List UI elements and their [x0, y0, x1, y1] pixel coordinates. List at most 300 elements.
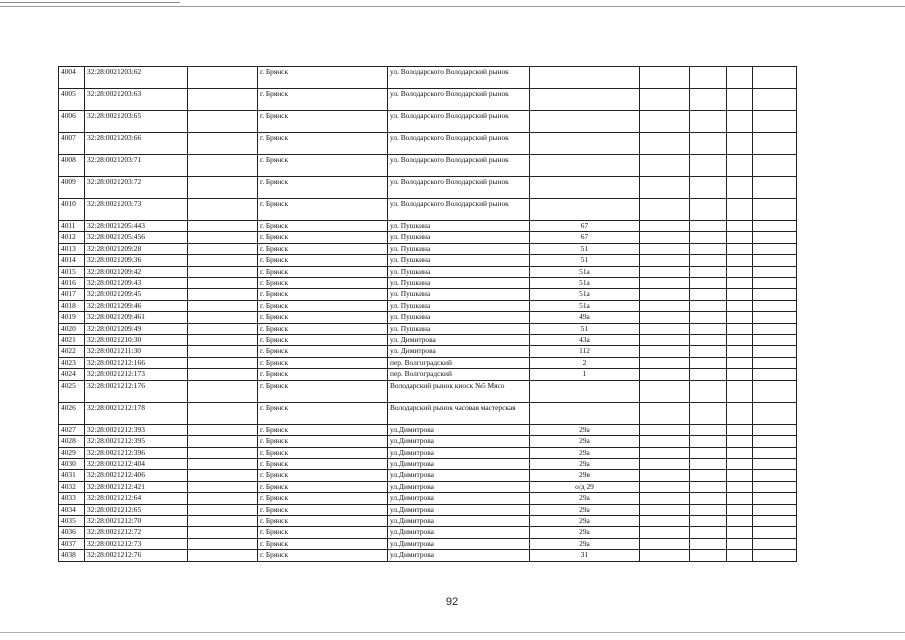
empty-cell	[640, 380, 690, 402]
street-cell: ул.Димитрова	[388, 470, 530, 481]
empty-cell	[727, 323, 753, 334]
empty-cell	[188, 312, 258, 323]
empty-cell	[753, 323, 797, 334]
street-cell: ул. Володарского Володарский рынок	[388, 177, 530, 199]
row-number-cell: 4006	[59, 111, 85, 133]
house-number-cell: 51	[530, 243, 640, 254]
row-number-cell: 4015	[59, 266, 85, 277]
row-number-cell: 4021	[59, 335, 85, 346]
house-number-cell: 67	[530, 232, 640, 243]
empty-cell	[640, 278, 690, 289]
empty-cell	[640, 515, 690, 526]
table-row	[59, 447, 797, 458]
city-cell: г. Брянск	[258, 436, 388, 447]
row-number-cell: 4009	[59, 177, 85, 199]
empty-cell	[640, 177, 690, 199]
empty-cell	[188, 111, 258, 133]
street-cell: ул. Пушкина	[388, 300, 530, 311]
empty-cell	[188, 369, 258, 380]
house-number-cell: 49а	[530, 312, 640, 323]
empty-cell	[727, 312, 753, 323]
empty-cell	[640, 111, 690, 133]
table-row	[59, 300, 797, 311]
row-number-cell: 4029	[59, 447, 85, 458]
city-cell: г. Брянск	[258, 155, 388, 177]
empty-cell	[640, 335, 690, 346]
table-row	[59, 346, 797, 357]
empty-cell	[690, 199, 727, 221]
empty-cell	[753, 527, 797, 538]
street-cell: ул. Пушкина	[388, 289, 530, 300]
empty-cell	[727, 255, 753, 266]
empty-cell	[753, 266, 797, 277]
row-number-cell: 4036	[59, 527, 85, 538]
city-cell: г. Брянск	[258, 177, 388, 199]
house-number-cell: 112	[530, 346, 640, 357]
empty-cell	[753, 402, 797, 424]
empty-cell	[640, 493, 690, 504]
cadastral-table	[58, 66, 797, 562]
empty-cell	[753, 493, 797, 504]
city-cell: г. Брянск	[258, 481, 388, 492]
table-row	[59, 111, 797, 133]
city-cell: г. Брянск	[258, 470, 388, 481]
cadastral-number-cell: 32:28:0021209:461	[85, 312, 188, 323]
row-number-cell: 4008	[59, 155, 85, 177]
row-number-cell: 4037	[59, 538, 85, 549]
cadastral-number-cell: 32:28:0021212:421	[85, 481, 188, 492]
house-number-cell	[530, 111, 640, 133]
empty-cell	[188, 357, 258, 368]
city-cell: г. Брянск	[258, 243, 388, 254]
city-cell: г. Брянск	[258, 458, 388, 469]
city-cell: г. Брянск	[258, 199, 388, 221]
table-row	[59, 232, 797, 243]
empty-cell	[753, 133, 797, 155]
house-number-cell: о/д 29	[530, 481, 640, 492]
empty-cell	[690, 133, 727, 155]
empty-cell	[753, 436, 797, 447]
cadastral-number-cell: 32:28:0021203:65	[85, 111, 188, 133]
empty-cell	[640, 266, 690, 277]
city-cell: г. Брянск	[258, 232, 388, 243]
city-cell: г. Брянск	[258, 380, 388, 402]
empty-cell	[188, 402, 258, 424]
cadastral-number-cell: 32:28:0021212:73	[85, 538, 188, 549]
scan-edge-line	[0, 2, 180, 3]
empty-cell	[188, 538, 258, 549]
cadastral-number-cell: 32:28:0021203:73	[85, 199, 188, 221]
empty-cell	[727, 550, 753, 561]
empty-cell	[690, 436, 727, 447]
empty-cell	[640, 436, 690, 447]
page-bottom-rule	[0, 632, 905, 633]
empty-cell	[727, 369, 753, 380]
empty-cell	[727, 493, 753, 504]
row-number-cell: 4035	[59, 515, 85, 526]
row-number-cell: 4033	[59, 493, 85, 504]
table-row	[59, 504, 797, 515]
empty-cell	[640, 346, 690, 357]
cadastral-number-cell: 32:28:0021212:393	[85, 424, 188, 435]
street-cell: ул. Пушкина	[388, 243, 530, 254]
empty-cell	[753, 89, 797, 111]
cadastral-number-cell: 32:28:0021212:404	[85, 458, 188, 469]
cadastral-number-cell: 32:28:0021209:28	[85, 243, 188, 254]
empty-cell	[640, 504, 690, 515]
empty-cell	[188, 527, 258, 538]
city-cell: г. Брянск	[258, 538, 388, 549]
empty-cell	[188, 221, 258, 232]
empty-cell	[753, 111, 797, 133]
empty-cell	[727, 266, 753, 277]
table-row	[59, 155, 797, 177]
empty-cell	[640, 89, 690, 111]
street-cell: ул.Димитрова	[388, 538, 530, 549]
city-cell: г. Брянск	[258, 133, 388, 155]
empty-cell	[690, 335, 727, 346]
table-row	[59, 470, 797, 481]
city-cell: г. Брянск	[258, 323, 388, 334]
street-cell: ул. Пушкина	[388, 266, 530, 277]
empty-cell	[188, 266, 258, 277]
empty-cell	[690, 357, 727, 368]
empty-cell	[690, 346, 727, 357]
table-row	[59, 199, 797, 221]
cadastral-number-cell: 32:28:0021211:30	[85, 346, 188, 357]
empty-cell	[188, 300, 258, 311]
empty-cell	[188, 335, 258, 346]
empty-cell	[727, 335, 753, 346]
empty-cell	[690, 67, 727, 89]
empty-cell	[188, 199, 258, 221]
empty-cell	[188, 243, 258, 254]
empty-cell	[188, 232, 258, 243]
empty-cell	[188, 323, 258, 334]
city-cell: г. Брянск	[258, 89, 388, 111]
cadastral-number-cell: 32:28:0021203:66	[85, 133, 188, 155]
empty-cell	[640, 538, 690, 549]
house-number-cell: 29а	[530, 424, 640, 435]
city-cell: г. Брянск	[258, 504, 388, 515]
empty-cell	[753, 67, 797, 89]
row-number-cell: 4018	[59, 300, 85, 311]
house-number-cell: 67	[530, 221, 640, 232]
house-number-cell	[530, 199, 640, 221]
empty-cell	[640, 369, 690, 380]
empty-cell	[188, 424, 258, 435]
table-body	[59, 67, 797, 562]
street-cell: ул. Пушкина	[388, 312, 530, 323]
empty-cell	[690, 515, 727, 526]
empty-cell	[690, 266, 727, 277]
row-number-cell: 4020	[59, 323, 85, 334]
empty-cell	[188, 380, 258, 402]
empty-cell	[640, 199, 690, 221]
empty-cell	[690, 504, 727, 515]
table-row	[59, 515, 797, 526]
cadastral-number-cell: 32:28:0021212:76	[85, 550, 188, 561]
empty-cell	[690, 312, 727, 323]
table-row	[59, 243, 797, 254]
house-number-cell	[530, 402, 640, 424]
house-number-cell: 51а	[530, 289, 640, 300]
row-number-cell: 4013	[59, 243, 85, 254]
empty-cell	[753, 312, 797, 323]
table-row	[59, 221, 797, 232]
empty-cell	[690, 89, 727, 111]
empty-cell	[727, 447, 753, 458]
row-number-cell: 4032	[59, 481, 85, 492]
empty-cell	[640, 481, 690, 492]
street-cell: ул.Димитрова	[388, 447, 530, 458]
empty-cell	[640, 458, 690, 469]
empty-cell	[188, 550, 258, 561]
house-number-cell	[530, 380, 640, 402]
row-number-cell: 4023	[59, 357, 85, 368]
empty-cell	[188, 436, 258, 447]
street-cell: пер. Волгоградский	[388, 357, 530, 368]
empty-cell	[753, 424, 797, 435]
row-number-cell: 4019	[59, 312, 85, 323]
row-number-cell: 4028	[59, 436, 85, 447]
house-number-cell: 51	[530, 323, 640, 334]
empty-cell	[188, 458, 258, 469]
empty-cell	[753, 278, 797, 289]
table-row	[59, 255, 797, 266]
empty-cell	[727, 538, 753, 549]
row-number-cell: 4014	[59, 255, 85, 266]
table-row	[59, 335, 797, 346]
empty-cell	[727, 424, 753, 435]
empty-cell	[690, 243, 727, 254]
empty-cell	[727, 402, 753, 424]
empty-cell	[188, 133, 258, 155]
house-number-cell: 29а	[530, 436, 640, 447]
empty-cell	[640, 357, 690, 368]
empty-cell	[753, 481, 797, 492]
empty-cell	[640, 527, 690, 538]
empty-cell	[690, 278, 727, 289]
row-number-cell: 4026	[59, 402, 85, 424]
street-cell: ул. Володарского Володарский рынок	[388, 67, 530, 89]
street-cell: ул. Володарского Володарский рынок	[388, 89, 530, 111]
street-cell: ул. Пушкина	[388, 323, 530, 334]
empty-cell	[690, 111, 727, 133]
empty-cell	[753, 550, 797, 561]
street-cell: ул. Володарского Володарский рынок	[388, 111, 530, 133]
table-row	[59, 424, 797, 435]
empty-cell	[727, 221, 753, 232]
empty-cell	[188, 255, 258, 266]
empty-cell	[690, 255, 727, 266]
table-row	[59, 538, 797, 549]
empty-cell	[727, 289, 753, 300]
row-number-cell: 4027	[59, 424, 85, 435]
empty-cell	[727, 111, 753, 133]
empty-cell	[690, 155, 727, 177]
empty-cell	[690, 550, 727, 561]
empty-cell	[727, 278, 753, 289]
row-number-cell: 4038	[59, 550, 85, 561]
street-cell: ул. Димитрова	[388, 346, 530, 357]
cadastral-number-cell: 32:28:0021209:42	[85, 266, 188, 277]
house-number-cell: 31	[530, 550, 640, 561]
city-cell: г. Брянск	[258, 527, 388, 538]
empty-cell	[727, 470, 753, 481]
row-number-cell: 4004	[59, 67, 85, 89]
city-cell: г. Брянск	[258, 424, 388, 435]
empty-cell	[727, 232, 753, 243]
empty-cell	[727, 527, 753, 538]
table-row	[59, 312, 797, 323]
city-cell: г. Брянск	[258, 255, 388, 266]
empty-cell	[727, 357, 753, 368]
city-cell: г. Брянск	[258, 369, 388, 380]
row-number-cell: 4007	[59, 133, 85, 155]
empty-cell	[188, 89, 258, 111]
empty-cell	[690, 481, 727, 492]
city-cell: г. Брянск	[258, 402, 388, 424]
cadastral-number-cell: 32:28:0021209:49	[85, 323, 188, 334]
table-row	[59, 458, 797, 469]
table-row	[59, 369, 797, 380]
cadastral-number-cell: 32:28:0021212:166	[85, 357, 188, 368]
house-number-cell: 29а	[530, 504, 640, 515]
cadastral-number-cell: 32:28:0021212:406	[85, 470, 188, 481]
empty-cell	[727, 155, 753, 177]
house-number-cell	[530, 67, 640, 89]
cadastral-number-cell: 32:28:0021203:71	[85, 155, 188, 177]
house-number-cell: 43а	[530, 335, 640, 346]
empty-cell	[188, 447, 258, 458]
street-cell: ул.Димитрова	[388, 436, 530, 447]
table-row	[59, 436, 797, 447]
cadastral-number-cell: 32:28:0021212:396	[85, 447, 188, 458]
cadastral-number-cell: 32:28:0021210:30	[85, 335, 188, 346]
street-cell: ул.Димитрова	[388, 481, 530, 492]
city-cell: г. Брянск	[258, 289, 388, 300]
empty-cell	[727, 243, 753, 254]
cadastral-number-cell: 32:28:0021203:72	[85, 177, 188, 199]
street-cell: ул. Володарского Володарский рынок	[388, 199, 530, 221]
row-number-cell: 4016	[59, 278, 85, 289]
table-row	[59, 177, 797, 199]
table-row	[59, 380, 797, 402]
empty-cell	[753, 504, 797, 515]
empty-cell	[753, 380, 797, 402]
empty-cell	[188, 504, 258, 515]
house-number-cell: 29а	[530, 458, 640, 469]
street-cell: ул.Димитрова	[388, 527, 530, 538]
empty-cell	[690, 458, 727, 469]
empty-cell	[753, 300, 797, 311]
street-cell: ул. Володарского Володарский рынок	[388, 155, 530, 177]
cadastral-number-cell: 32:28:0021205:443	[85, 221, 188, 232]
house-number-cell: 29а	[530, 538, 640, 549]
city-cell: г. Брянск	[258, 312, 388, 323]
street-cell: ул.Димитрова	[388, 550, 530, 561]
row-number-cell: 4022	[59, 346, 85, 357]
row-number-cell: 4011	[59, 221, 85, 232]
empty-cell	[640, 323, 690, 334]
street-cell: ул.Димитрова	[388, 458, 530, 469]
cadastral-number-cell: 32:28:0021212:64	[85, 493, 188, 504]
house-number-cell	[530, 177, 640, 199]
house-number-cell: 29а	[530, 493, 640, 504]
empty-cell	[640, 402, 690, 424]
empty-cell	[727, 199, 753, 221]
empty-cell	[640, 550, 690, 561]
table-row	[59, 402, 797, 424]
empty-cell	[727, 133, 753, 155]
cadastral-number-cell: 32:28:0021212:70	[85, 515, 188, 526]
empty-cell	[640, 243, 690, 254]
cadastral-number-cell: 32:28:0021203:63	[85, 89, 188, 111]
empty-cell	[727, 458, 753, 469]
cadastral-number-cell: 32:28:0021212:173	[85, 369, 188, 380]
city-cell: г. Брянск	[258, 550, 388, 561]
empty-cell	[640, 300, 690, 311]
cadastral-number-cell: 32:28:0021212:395	[85, 436, 188, 447]
house-number-cell: 51	[530, 255, 640, 266]
table-row	[59, 89, 797, 111]
empty-cell	[640, 424, 690, 435]
street-cell: Володарский рынок киоск №5 Мясо	[388, 380, 530, 402]
empty-cell	[690, 221, 727, 232]
empty-cell	[753, 155, 797, 177]
empty-cell	[690, 527, 727, 538]
table-row	[59, 550, 797, 561]
empty-cell	[753, 221, 797, 232]
street-cell: ул.Димитрова	[388, 493, 530, 504]
street-cell: ул. Пушкина	[388, 255, 530, 266]
row-number-cell: 4034	[59, 504, 85, 515]
empty-cell	[753, 458, 797, 469]
empty-cell	[727, 346, 753, 357]
empty-cell	[188, 155, 258, 177]
empty-cell	[640, 312, 690, 323]
table-row	[59, 133, 797, 155]
empty-cell	[727, 380, 753, 402]
street-cell: ул.Димитрова	[388, 504, 530, 515]
empty-cell	[690, 289, 727, 300]
empty-cell	[188, 481, 258, 492]
city-cell: г. Брянск	[258, 221, 388, 232]
city-cell: г. Брянск	[258, 266, 388, 277]
street-cell: ул.Димитрова	[388, 515, 530, 526]
empty-cell	[727, 67, 753, 89]
empty-cell	[690, 447, 727, 458]
cadastral-number-cell: 32:28:0021203:62	[85, 67, 188, 89]
city-cell: г. Брянск	[258, 346, 388, 357]
city-cell: г. Брянск	[258, 111, 388, 133]
table-row	[59, 67, 797, 89]
house-number-cell: 29а	[530, 515, 640, 526]
empty-cell	[188, 470, 258, 481]
house-number-cell: 51а	[530, 300, 640, 311]
empty-cell	[690, 424, 727, 435]
row-number-cell: 4017	[59, 289, 85, 300]
empty-cell	[188, 346, 258, 357]
table-row	[59, 493, 797, 504]
table-row	[59, 266, 797, 277]
empty-cell	[753, 199, 797, 221]
cadastral-number-cell: 32:28:0021209:36	[85, 255, 188, 266]
empty-cell	[753, 255, 797, 266]
empty-cell	[727, 177, 753, 199]
empty-cell	[188, 515, 258, 526]
